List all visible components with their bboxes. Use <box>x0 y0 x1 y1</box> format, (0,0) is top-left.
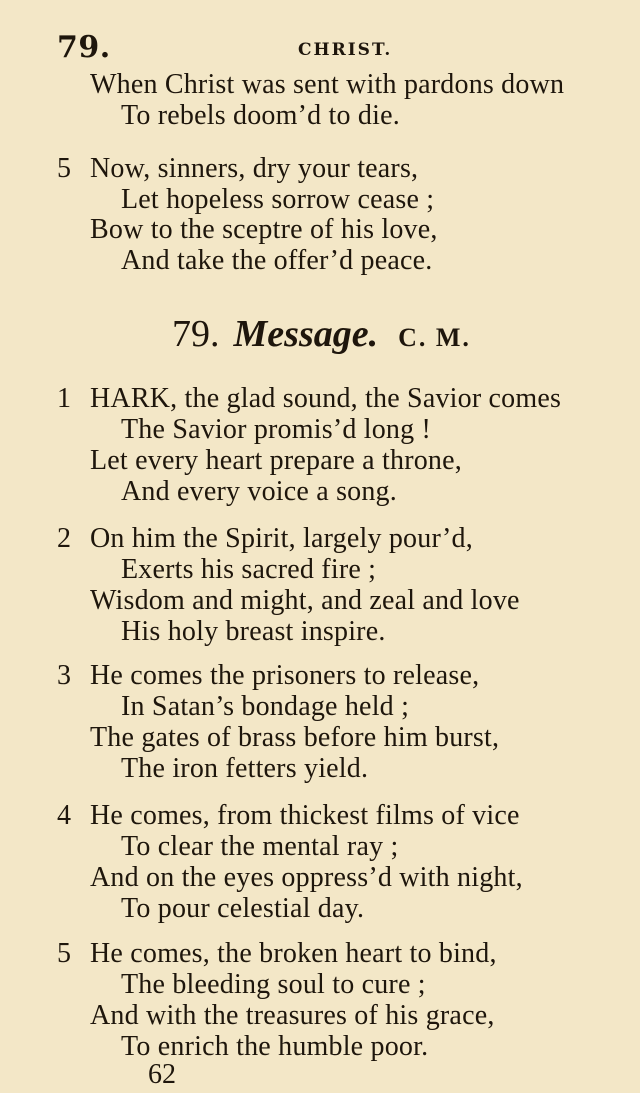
verse-line: Let hopeless sorrow cease ; <box>121 184 435 215</box>
stanza-number: 1 <box>57 383 71 414</box>
verse-line: His holy breast inspire. <box>121 616 386 647</box>
verse-line: Wisdom and might, and zeal and love <box>90 585 520 616</box>
verse-line: And take the offer’d peace. <box>121 245 433 276</box>
stanza-number: 2 <box>57 523 71 554</box>
verse-line: In Satan’s bondage held ; <box>121 691 410 722</box>
hymn-meter: C. M. <box>398 323 471 352</box>
verse-line: The iron fetters yield. <box>121 753 369 784</box>
verse-line: Let every heart prepare a throne, <box>90 445 462 476</box>
verse-line: To enrich the humble poor. <box>121 1031 429 1062</box>
verse-line: Exerts his sacred fire ; <box>121 554 377 585</box>
verse-line: HARK, the glad sound, the Savior comes <box>90 383 562 414</box>
verse-line: He comes, from thickest films of vice <box>90 800 520 831</box>
verse-line: The bleeding soul to cure ; <box>121 969 426 1000</box>
verse-line: The gates of brass before him burst, <box>90 722 500 753</box>
verse-line: On him the Spirit, largely pour’d, <box>90 523 473 554</box>
hymn-title: Message. <box>233 313 379 355</box>
stanza-number: 5 <box>57 153 71 184</box>
verse-line: When Christ was sent with pardons down <box>90 69 565 100</box>
running-header-title: CHRIST. <box>298 40 393 60</box>
verse-line: To pour celestial day. <box>121 893 365 924</box>
hymn-number: 79. <box>172 313 220 355</box>
stanza-number: 4 <box>57 800 71 831</box>
header-hymn-number: 79. <box>57 30 111 65</box>
verse-line: And on the eyes oppress’d with night, <box>90 862 523 893</box>
verse-line: To clear the mental ray ; <box>121 831 399 862</box>
hymn-heading <box>172 312 471 360</box>
verse-line: And every voice a song. <box>121 476 397 507</box>
verse-line: Now, sinners, dry your tears, <box>90 153 419 184</box>
stanza-number: 3 <box>57 660 71 691</box>
verse-line: He comes the prisoners to release, <box>90 660 480 691</box>
stanza-number: 5 <box>57 938 71 969</box>
page-number: 62 <box>148 1059 176 1090</box>
verse-line: And with the treasures of his grace, <box>90 1000 495 1031</box>
verse-line: He comes, the broken heart to bind, <box>90 938 497 969</box>
verse-line: Bow to the sceptre of his love, <box>90 214 438 245</box>
verse-line: To rebels doom’d to die. <box>121 100 400 131</box>
verse-line: The Savior promis’d long ! <box>121 414 432 445</box>
